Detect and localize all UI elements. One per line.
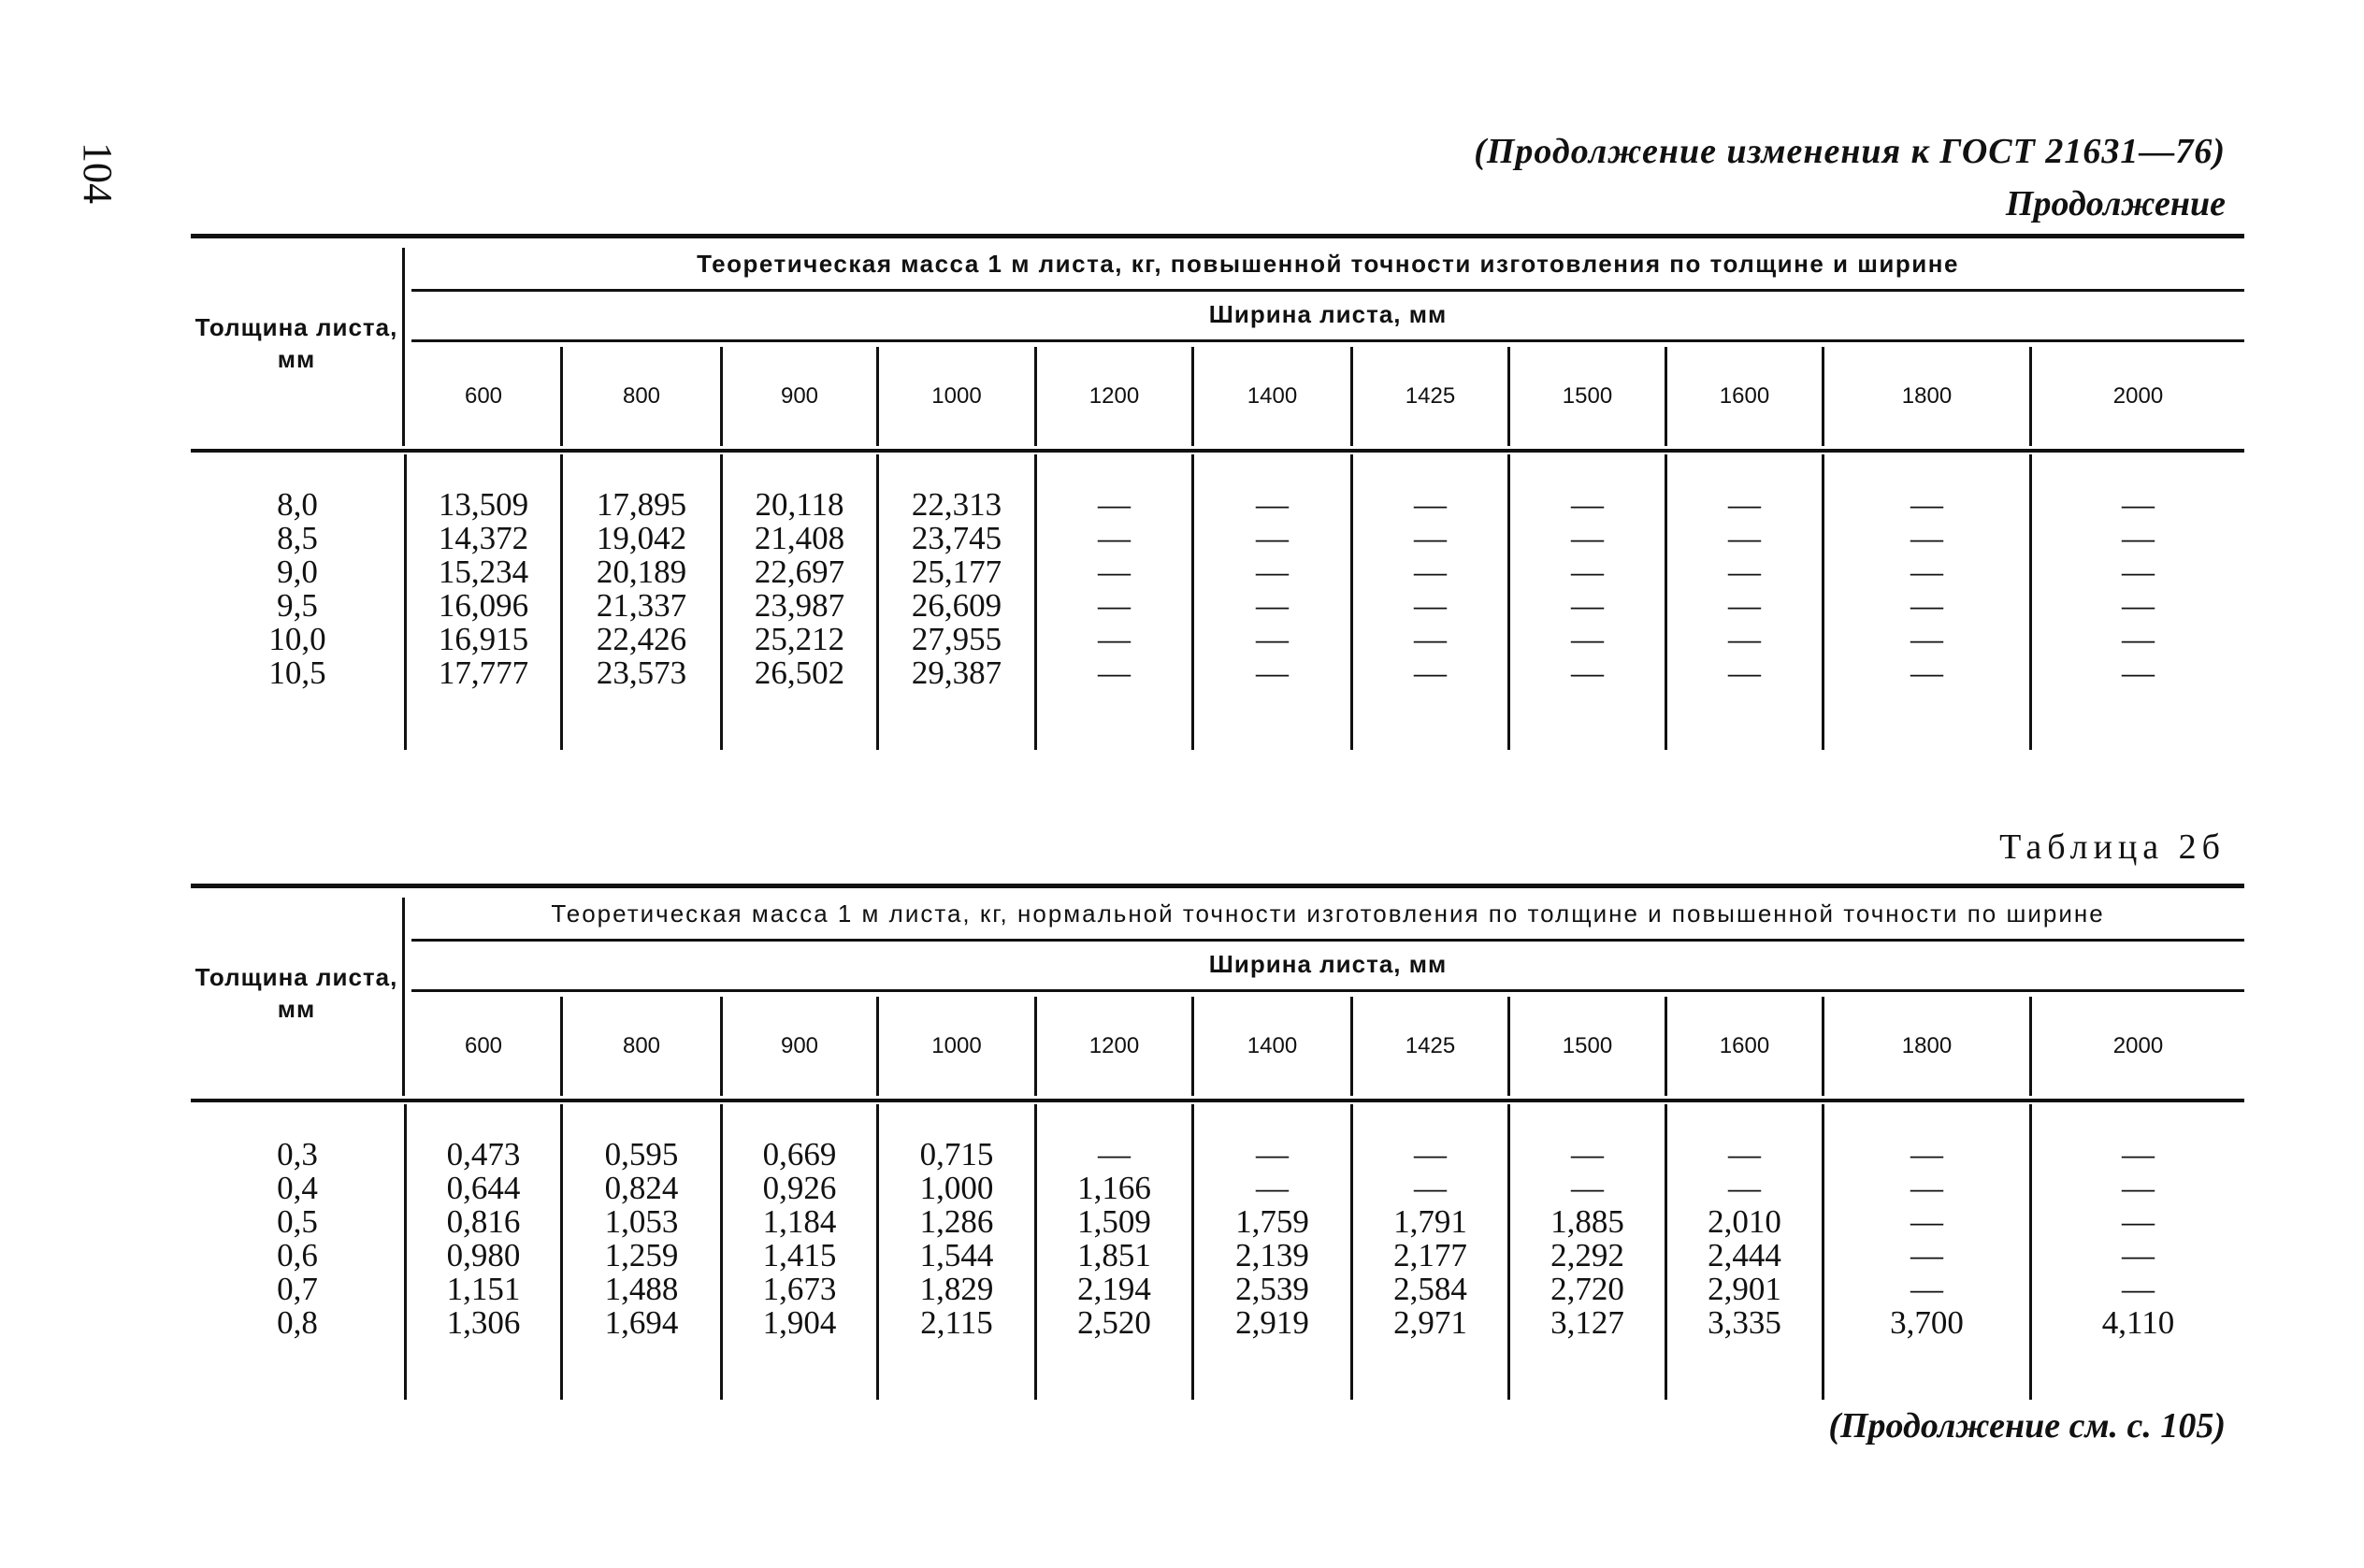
mass-cell: 2,919: [1235, 1304, 1309, 1341]
mass-cell: 0,715: [919, 1136, 994, 1172]
width-header-1000: 1000: [931, 383, 982, 409]
column-divider: [1191, 347, 1194, 446]
width-header-2000: 2000: [2112, 383, 2164, 409]
mass-cell: 2,010: [1708, 1203, 1781, 1240]
mass-cell: 1,885: [1550, 1203, 1624, 1240]
mass-cell: 20,118: [755, 486, 844, 523]
thickness-cell: 0,5: [277, 1203, 318, 1240]
mass-cell: —: [1256, 1136, 1289, 1172]
column-divider: [560, 997, 563, 1096]
mass-cell: 16,096: [438, 587, 529, 624]
mass-cell: 1,904: [762, 1304, 837, 1341]
width-header-1000: 1000: [931, 1033, 982, 1058]
mass-cell: 2,520: [1077, 1304, 1151, 1341]
mass-cell: —: [1571, 520, 1604, 556]
mass-cell: 22,426: [596, 621, 687, 657]
table-body: [191, 454, 2244, 750]
mass-cell: 0,926: [762, 1170, 837, 1206]
mass-cell: 1,544: [919, 1237, 994, 1273]
mass-cell: —: [1910, 1271, 1943, 1307]
width-group-header: Ширина листа, мм: [1208, 300, 1448, 328]
column-divider: [1507, 997, 1510, 1096]
header-divider: [402, 898, 405, 1096]
width-header-1600: 1600: [1719, 1033, 1770, 1058]
mass-cell: —: [1571, 554, 1604, 590]
mass-cell: —: [1728, 520, 1761, 556]
mass-cell: —: [1256, 554, 1289, 590]
mass-cell: —: [1910, 587, 1943, 624]
mass-column-1400: [1194, 1138, 1350, 1340]
mass-column-1425: [1353, 1138, 1507, 1340]
mass-cell: 1,306: [446, 1304, 521, 1341]
mass-cell: —: [2122, 1170, 2155, 1206]
table-header: [191, 238, 2244, 449]
mass-cell: 19,042: [596, 520, 687, 556]
mass-cell: —: [1571, 621, 1604, 657]
header-rule: [411, 989, 2244, 992]
mass-cell: 21,337: [596, 587, 687, 624]
mass-cell: —: [2122, 554, 2155, 590]
mass-cell: —: [1728, 486, 1761, 523]
mass-cell: 1,259: [604, 1237, 679, 1273]
thickness-values: [191, 1138, 404, 1340]
mass-cell: —: [1414, 1170, 1447, 1206]
mass-cell: 1,053: [604, 1203, 679, 1240]
header-rule: [411, 939, 2244, 942]
mass-column-1000: [879, 1138, 1034, 1340]
mass-cell: —: [1256, 587, 1289, 624]
mass-cell: —: [1098, 587, 1131, 624]
column-divider: [1822, 997, 1824, 1096]
mass-cell: 1,759: [1235, 1203, 1309, 1240]
mass-cell: 17,777: [438, 655, 529, 691]
mass-cell: —: [1098, 486, 1131, 523]
mass-cell: —: [1414, 520, 1447, 556]
mass-cell: —: [1256, 655, 1289, 691]
mass-cell: 4,110: [2101, 1304, 2175, 1341]
thickness-cell: 9,5: [277, 587, 318, 624]
mass-cell: 23,573: [596, 655, 687, 691]
column-divider: [560, 347, 563, 446]
mass-cell: —: [1256, 621, 1289, 657]
mass-cell: 2,177: [1393, 1237, 1467, 1273]
mass-cell: 1,415: [762, 1237, 837, 1273]
mass-column-1200: [1037, 1138, 1191, 1340]
width-header-900: 900: [780, 1033, 819, 1058]
mass-cell: 22,697: [754, 554, 845, 590]
mass-column-2000: [2032, 488, 2244, 690]
mass-cell: 2,444: [1708, 1237, 1781, 1273]
width-header-1400: 1400: [1247, 1033, 1298, 1058]
thickness-cell: 8,0: [277, 486, 318, 523]
mass-cell: 25,177: [911, 554, 1002, 590]
mass-column-900: [723, 488, 876, 690]
column-divider: [1191, 997, 1194, 1096]
mass-cell: —: [1910, 1170, 1943, 1206]
mass-cell: 27,955: [911, 621, 1002, 657]
mass-column-900: [723, 1138, 876, 1340]
mass-column-1000: [879, 488, 1034, 690]
column-divider: [876, 347, 879, 446]
mass-cell: —: [1098, 520, 1131, 556]
width-header-1425: 1425: [1405, 1033, 1456, 1058]
mass-cell: 23,745: [911, 520, 1002, 556]
mass-cell: —: [1910, 1237, 1943, 1273]
mass-cell: 21,408: [754, 520, 845, 556]
mass-cell: —: [1256, 1170, 1289, 1206]
mass-cell: —: [1910, 1136, 1943, 1172]
mass-column-2000: [2032, 1138, 2244, 1340]
mass-cell: —: [1571, 1170, 1604, 1206]
mass-cell: 20,189: [596, 554, 687, 590]
column-divider: [1822, 347, 1824, 446]
mass-cell: 0,669: [762, 1136, 837, 1172]
width-header-1200: 1200: [1088, 383, 1140, 409]
width-header-800: 800: [622, 1033, 661, 1058]
mass-cell: —: [1910, 486, 1943, 523]
mass-column-1500: [1510, 1138, 1665, 1340]
mass-cell: 23,987: [754, 587, 845, 624]
mass-cell: 2,971: [1393, 1304, 1467, 1341]
mass-cell: —: [1414, 587, 1447, 624]
mass-cell: —: [1728, 1136, 1761, 1172]
width-group-header: Ширина листа, мм: [1208, 950, 1448, 978]
mass-column-1600: [1667, 1138, 1822, 1340]
column-divider: [876, 997, 879, 1096]
mass-cell: —: [1571, 486, 1604, 523]
mass-cell: —: [2122, 1237, 2155, 1273]
column-divider: [1350, 347, 1353, 446]
mass-cell: 1,791: [1393, 1203, 1467, 1240]
mass-cell: —: [1414, 554, 1447, 590]
mass-cell: —: [1910, 655, 1943, 691]
width-header-1600: 1600: [1719, 383, 1770, 409]
thickness-cell: 0,7: [277, 1271, 318, 1307]
mass-cell: —: [1571, 1136, 1604, 1172]
mass-column-1200: [1037, 488, 1191, 690]
mass-cell: 1,694: [604, 1304, 679, 1341]
width-header-800: 800: [622, 383, 661, 409]
mass-cell: 0,473: [446, 1136, 521, 1172]
thickness-cell: 10,5: [268, 655, 326, 691]
mass-cell: —: [1910, 554, 1943, 590]
mass-cell: —: [1256, 520, 1289, 556]
mass-cell: —: [1728, 587, 1761, 624]
mass-column-800: [563, 488, 720, 690]
mass-cell: —: [2122, 1271, 2155, 1307]
thickness-cell: 0,3: [277, 1136, 318, 1172]
mass-cell: 2,139: [1235, 1237, 1309, 1273]
mass-cell: —: [2122, 520, 2155, 556]
thickness-values: [191, 488, 404, 690]
mass-cell: —: [1728, 621, 1761, 657]
thickness-cell: 10,0: [268, 621, 326, 657]
mass-cell: —: [1414, 1136, 1447, 1172]
width-header-1800: 1800: [1901, 383, 1953, 409]
thickness-cell: 9,0: [277, 554, 318, 590]
mass-cell: 1,286: [919, 1203, 994, 1240]
mass-cell: 0,644: [446, 1170, 521, 1206]
mass-cell: 2,720: [1550, 1271, 1624, 1307]
mass-cell: —: [1414, 486, 1447, 523]
mass-cell: 22,313: [911, 486, 1002, 523]
width-header-1500: 1500: [1562, 383, 1613, 409]
mass-cell: 1,184: [762, 1203, 837, 1240]
mass-cell: —: [2122, 655, 2155, 691]
table-title: Теоретическая масса 1 м листа, кг, нормальной точности изготовления по толщине и повышенной точности по ширине: [551, 899, 2105, 928]
thickness-cell: 8,5: [277, 520, 318, 556]
table-body-rule: [191, 449, 2244, 453]
mass-cell: 0,824: [604, 1170, 679, 1206]
mass-cell: —: [1910, 1203, 1943, 1240]
thickness-cell: 0,4: [277, 1170, 318, 1206]
mass-column-600: [407, 1138, 560, 1340]
mass-cell: 2,539: [1235, 1271, 1309, 1307]
mass-cell: 13,509: [438, 486, 529, 523]
mass-cell: —: [1414, 621, 1447, 657]
mass-cell: —: [1571, 655, 1604, 691]
mass-column-1400: [1194, 488, 1350, 690]
mass-cell: —: [1098, 1136, 1131, 1172]
width-header-2000: 2000: [2112, 1033, 2164, 1058]
column-divider: [720, 997, 723, 1096]
column-divider: [1350, 997, 1353, 1096]
mass-cell: —: [2122, 587, 2155, 624]
mass-cell: —: [1098, 621, 1131, 657]
width-header-1500: 1500: [1562, 1033, 1613, 1058]
mass-cell: 1,000: [919, 1170, 994, 1206]
mass-cell: 2,901: [1708, 1271, 1781, 1307]
mass-cell: 14,372: [438, 520, 529, 556]
mass-cell: 2,292: [1550, 1237, 1624, 1273]
mass-cell: —: [2122, 621, 2155, 657]
mass-cell: —: [1728, 655, 1761, 691]
width-header-900: 900: [780, 383, 819, 409]
table-title: Теоретическая масса 1 м листа, кг, повышенной точности изготовления по толщине и ширине: [697, 250, 1959, 278]
thickness-cell: 0,8: [277, 1304, 318, 1341]
table-body-rule: [191, 1099, 2244, 1102]
mass-column-1600: [1667, 488, 1822, 690]
mass-column-1425: [1353, 488, 1507, 690]
column-divider: [720, 347, 723, 446]
mass-cell: 26,502: [754, 655, 845, 691]
header-rule: [411, 289, 2244, 292]
column-divider: [1665, 997, 1667, 1096]
mass-cell: 3,127: [1550, 1304, 1624, 1341]
header-continuation-note: Продолжение: [2005, 184, 2226, 223]
width-header-600: 600: [464, 1033, 503, 1058]
mass-cell: 25,212: [754, 621, 845, 657]
mass-cell: 1,151: [446, 1271, 521, 1307]
mass-cell: 16,915: [438, 621, 529, 657]
mass-cell: —: [1910, 621, 1943, 657]
thickness-column-header: Толщина листа, мм: [195, 963, 398, 1023]
column-divider: [2029, 997, 2032, 1096]
mass-cell: —: [2122, 1203, 2155, 1240]
mass-cell: —: [1910, 520, 1943, 556]
width-header-1200: 1200: [1088, 1033, 1140, 1058]
mass-cell: 29,387: [911, 655, 1002, 691]
mass-cell: 3,335: [1708, 1304, 1781, 1341]
mass-cell: 17,895: [596, 486, 687, 523]
column-divider: [2029, 347, 2032, 446]
mass-cell: —: [1098, 655, 1131, 691]
width-header-1425: 1425: [1405, 383, 1456, 409]
mass-cell: —: [1571, 587, 1604, 624]
mass-cell: 15,234: [438, 554, 529, 590]
mass-cell: 0,595: [604, 1136, 679, 1172]
mass-cell: —: [1728, 554, 1761, 590]
mass-column-1800: [1824, 488, 2029, 690]
table-body: [191, 1104, 2244, 1400]
column-divider: [1665, 347, 1667, 446]
thickness-column-header: Толщина листа, мм: [195, 313, 398, 373]
footer-continuation: (Продолжение см. с. 105): [1828, 1406, 2226, 1446]
column-divider: [1034, 997, 1037, 1096]
header-continuation: (Продолжение изменения к ГОСТ 21631—76): [1474, 132, 2226, 171]
mass-cell: —: [1256, 486, 1289, 523]
width-header-1400: 1400: [1247, 383, 1298, 409]
column-divider: [1507, 347, 1510, 446]
mass-column-1800: [1824, 1138, 2029, 1340]
width-header-600: 600: [464, 383, 503, 409]
mass-cell: 0,816: [446, 1203, 521, 1240]
mass-cell: 2,194: [1077, 1271, 1151, 1307]
mass-cell: —: [1098, 554, 1131, 590]
mass-cell: 1,851: [1077, 1237, 1151, 1273]
mass-column-1500: [1510, 488, 1665, 690]
thickness-cell: 0,6: [277, 1237, 318, 1273]
header-rule: [411, 339, 2244, 342]
column-divider: [1034, 347, 1037, 446]
table-header: [191, 888, 2244, 1099]
header-divider: [402, 248, 405, 446]
mass-cell: 3,700: [1890, 1304, 1964, 1341]
mass-cell: —: [1728, 1170, 1761, 1206]
mass-column-600: [407, 488, 560, 690]
width-header-1800: 1800: [1901, 1033, 1953, 1058]
mass-cell: 1,166: [1077, 1170, 1151, 1206]
page-number: 104: [75, 142, 121, 204]
mass-cell: 1,509: [1077, 1203, 1151, 1240]
mass-column-800: [563, 1138, 720, 1340]
mass-cell: —: [2122, 486, 2155, 523]
mass-cell: —: [2122, 1136, 2155, 1172]
mass-cell: 1,829: [919, 1271, 994, 1307]
mass-cell: —: [1414, 655, 1447, 691]
mass-cell: 0,980: [446, 1237, 521, 1273]
mass-cell: 2,584: [1393, 1271, 1467, 1307]
mass-cell: 1,673: [762, 1271, 837, 1307]
table-label: Таблица 2б: [1999, 827, 2226, 867]
mass-cell: 2,115: [920, 1304, 993, 1341]
mass-cell: 1,488: [604, 1271, 679, 1307]
mass-cell: 26,609: [911, 587, 1002, 624]
